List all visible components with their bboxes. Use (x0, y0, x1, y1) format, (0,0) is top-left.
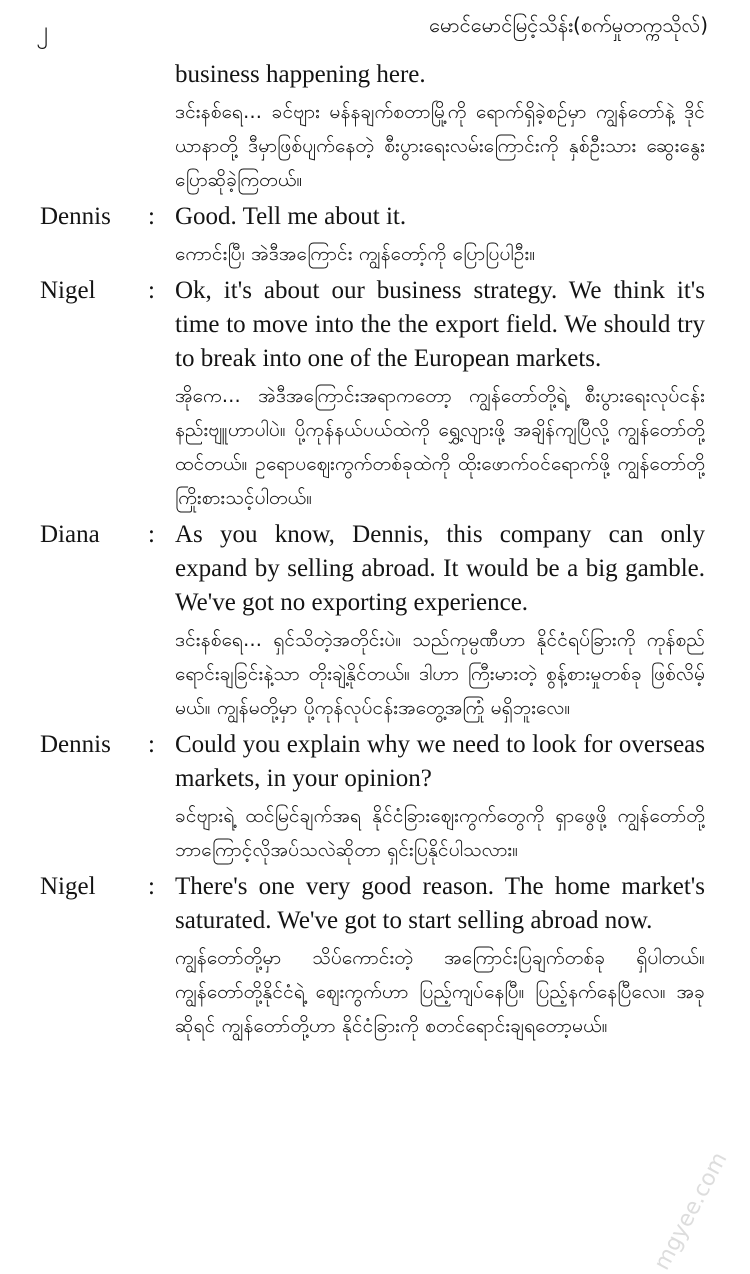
speaker-name: Diana (40, 521, 100, 548)
english-line: Could you explain why we need to look for overseas markets, in your opinion? (175, 731, 705, 792)
dialogue-entry (0, 518, 750, 725)
colon-separator: : (148, 521, 155, 548)
myanmar-translation: ကောင်းပြီ၊ အဲဒီအကြောင်း ကျွန်တော့်ကို ပြောပြပါဦး။ (175, 243, 536, 265)
colon-separator: : (148, 203, 155, 230)
dialogue (0, 58, 750, 1046)
english-line: As you know, Dennis, this company can only expand by selling abroad. It would be a big gamble. We've got no exporting experience. (175, 521, 705, 616)
colon-separator: : (148, 277, 155, 304)
dialogue-entry (0, 870, 750, 1043)
running-title: မောင်မောင်မြင့်သိန်း(စက်မှုတက္ကသိုလ်) (429, 13, 708, 37)
english-line: Ok, it's about our business strategy. We think it's time to move into the the export field. We should try to break into one of the European markets. (175, 277, 705, 372)
myanmar-translation: ဒင်းနစ်ရေ… ခင်ဗျား မန်နချက်စတာမြို့ကို ရောက်ရှိခဲ့စဉ်မှာ ကျွန်တော်နဲ့ ဒိုင်ယာနာတို့ ဒီမှာဖြစ်ပျက်နေတဲ့ စီးပွားရေးလမ်းကြောင်းကို နှစ်ဦးသား ဆွေးနွေးပြောဆိုခဲ့ကြတယ်။ (175, 101, 705, 191)
colon-separator: : (148, 731, 155, 758)
dialogue-entry (0, 274, 750, 515)
colon-separator: : (148, 873, 155, 900)
speaker-name: Dennis (40, 731, 111, 758)
page-header (0, 0, 750, 60)
dialogue-entry (0, 58, 750, 197)
english-line: There's one very good reason. The home market's saturated. We've got to start selling abroad now. (175, 873, 705, 934)
myanmar-translation: ခင်ဗျားရဲ့ ထင်မြင်ချက်အရ နိုင်ငံခြားဈေးကွက်တွေကို ရှာဖွေဖို့ ကျွန်တော်တို့ ဘာကြောင့်လိုအပ်သလဲဆိုတာ ရှင်းပြနိုင်ပါသလား။ (175, 805, 705, 861)
speaker-name: Nigel (40, 277, 96, 304)
english-line: Good. Tell me about it. (175, 203, 407, 230)
myanmar-translation: အိုကေ… အဲဒီအကြောင်းအရာကတော့ ကျွန်တော်တို့ရဲ့ စီးပွားရေးလုပ်ငန်း နည်းဗျူဟာပါပဲ။ ပို့ကုန်နယ်ပယ်ထဲကို ရွှေ့လျားဖို့ အချိန်ကျပြီလို့ ကျွန်တော်တို့ ထင်တယ်။ ဥရောပဈေးကွက်တစ်ခုထဲကို ထိုးဖောက်ဝင်ရောက်ဖို့ ကျွန်တော်တို့ ကြိုးစားသင့်ပါတယ်။ (175, 385, 705, 509)
dialogue-entry (0, 200, 750, 271)
dialogue-entry (0, 728, 750, 867)
speaker-name: Dennis (40, 203, 111, 230)
english-line: business happening here. (175, 61, 426, 88)
myanmar-translation: ဒင်းနစ်ရေ… ရှင်သိတဲ့အတိုင်းပဲ။ သည်ကုမ္ပဏီဟာ နိုင်ငံရပ်ခြားကို ကုန်စည်ရောင်းချခြင်းနဲ့သာ တိုးချဲ့နိုင်တယ်။ ဒါဟာ ကြီးမားတဲ့ စွန့်စားမှုတစ်ခု ဖြစ်လိမ့်မယ်။ ကျွန်မတို့မှာ ပို့ကုန်လုပ်ငန်းအတွေ့အကြုံ မရှိဘူးလေ။ (175, 629, 705, 719)
myanmar-translation: ကျွန်တော်တို့မှာ သိပ်ကောင်းတဲ့ အကြောင်းပြချက်တစ်ခု ရှိပါတယ်။ ကျွန်တော်တို့နိုင်ငံရဲ့ ဈေးကွက်ဟာ ပြည့်ကျပ်နေပြီ။ ပြည့်နက်နေပြီလေ။ အခုဆိုရင် ကျွန်တော်တို့ဟာ နိုင်ငံခြားကို စတင်ရောင်းချရတော့မယ်။ (175, 947, 705, 1037)
page-number: ၂ (36, 18, 48, 44)
speaker-name: Nigel (40, 873, 96, 900)
watermark: mgyee.com (649, 1148, 732, 1274)
